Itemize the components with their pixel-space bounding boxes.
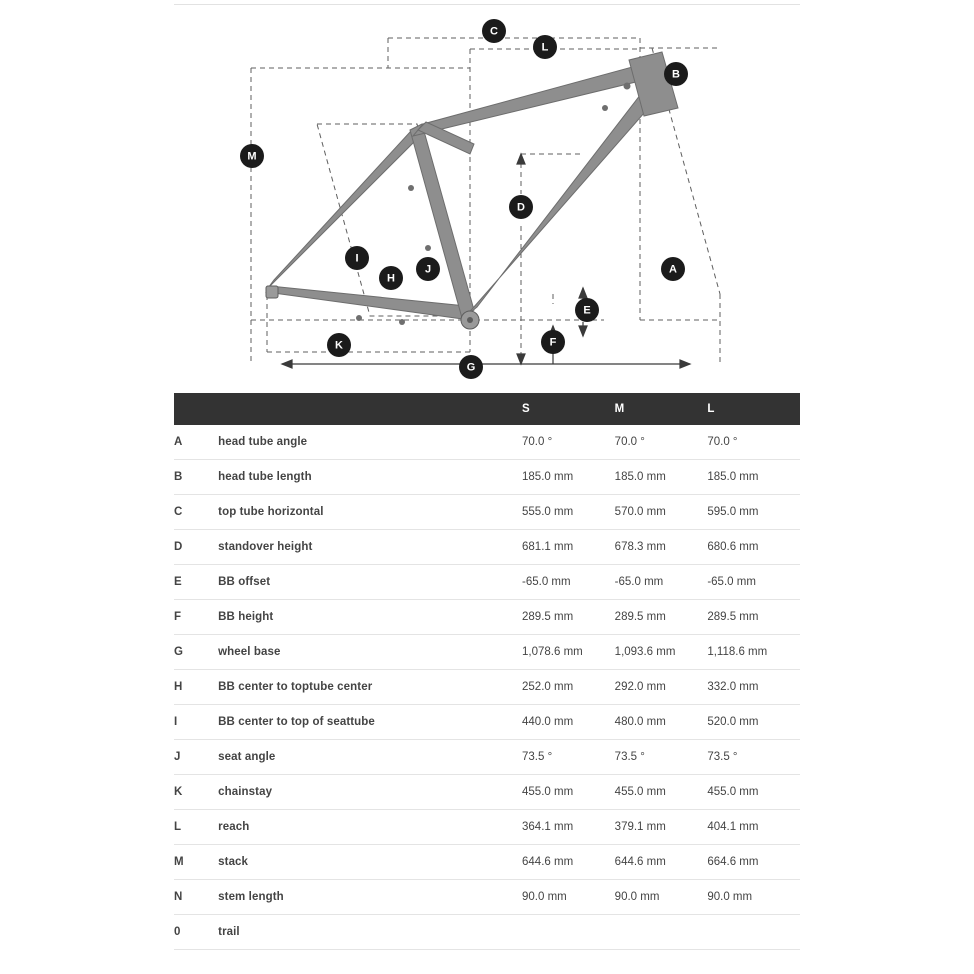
row-value-s: 644.6 mm — [522, 845, 615, 880]
chainstay-detail-2 — [399, 319, 405, 325]
row-value-s — [522, 915, 615, 950]
row-value-l: 70.0 ° — [707, 425, 800, 460]
table-row — [174, 670, 800, 705]
row-value-m: 570.0 mm — [615, 495, 708, 530]
callout-E-label: E — [583, 304, 591, 317]
table-row — [174, 565, 800, 600]
row-value-s: -65.0 mm — [522, 565, 615, 600]
table-row — [174, 775, 800, 810]
row-key: 0 — [174, 915, 218, 950]
callout-J — [416, 257, 440, 281]
row-name: seat angle — [218, 740, 522, 775]
row-value-s: 555.0 mm — [522, 495, 615, 530]
row-value-l: 455.0 mm — [707, 775, 800, 810]
row-value-l: 1,118.6 mm — [707, 635, 800, 670]
row-value-l: -65.0 mm — [707, 565, 800, 600]
row-name: stem length — [218, 880, 522, 915]
callout-E — [575, 298, 599, 322]
callout-A-label: A — [669, 263, 677, 276]
row-value-m: 185.0 mm — [615, 460, 708, 495]
row-name: wheel base — [218, 635, 522, 670]
callout-C — [482, 19, 506, 43]
row-value-l — [707, 915, 800, 950]
row-value-s: 289.5 mm — [522, 600, 615, 635]
bicycle-frame — [266, 52, 678, 320]
seatstay-tube — [268, 132, 418, 288]
callout-L-label: L — [541, 41, 549, 54]
row-name: standover height — [218, 530, 522, 565]
callout-B — [664, 62, 688, 86]
row-value-m: 73.5 ° — [615, 740, 708, 775]
header-key — [174, 393, 218, 425]
callout-K — [327, 333, 351, 357]
row-value-m: 1,093.6 mm — [615, 635, 708, 670]
spec-table-head — [174, 393, 800, 425]
header-measure — [218, 393, 522, 425]
row-key: K — [174, 775, 218, 810]
row-name: head tube length — [218, 460, 522, 495]
cable-stop-top — [624, 83, 631, 90]
row-key: L — [174, 810, 218, 845]
row-name: stack — [218, 845, 522, 880]
row-value-m: 455.0 mm — [615, 775, 708, 810]
row-key: G — [174, 635, 218, 670]
row-value-s: 364.1 mm — [522, 810, 615, 845]
table-row — [174, 530, 800, 565]
row-key: B — [174, 460, 218, 495]
top-tube — [413, 66, 644, 136]
callout-B-label: B — [672, 68, 680, 81]
table-row — [174, 810, 800, 845]
table-row — [174, 705, 800, 740]
table-row — [174, 845, 800, 880]
row-key: F — [174, 600, 218, 635]
row-value-m: 70.0 ° — [615, 425, 708, 460]
row-value-s: 252.0 mm — [522, 670, 615, 705]
spec-table-header-row — [174, 393, 800, 425]
row-key: N — [174, 880, 218, 915]
callout-D — [509, 195, 533, 219]
row-value-s: 1,078.6 mm — [522, 635, 615, 670]
callout-G — [459, 355, 483, 379]
row-value-m: -65.0 mm — [615, 565, 708, 600]
row-value-m: 678.3 mm — [615, 530, 708, 565]
down-tube — [466, 90, 652, 316]
callout-A — [661, 257, 685, 281]
callout-J-label: J — [424, 263, 432, 276]
callout-H-label: H — [387, 272, 395, 285]
table-row — [174, 425, 800, 460]
row-value-s: 681.1 mm — [522, 530, 615, 565]
table-row — [174, 740, 800, 775]
row-key: M — [174, 845, 218, 880]
row-value-l: 185.0 mm — [707, 460, 800, 495]
row-name: head tube angle — [218, 425, 522, 460]
row-value-l: 520.0 mm — [707, 705, 800, 740]
callout-D-label: D — [517, 201, 525, 214]
row-value-m — [615, 915, 708, 950]
row-value-l: 90.0 mm — [707, 880, 800, 915]
row-value-m: 289.5 mm — [615, 600, 708, 635]
spec-table-body — [174, 425, 800, 950]
row-value-l: 595.0 mm — [707, 495, 800, 530]
row-value-l: 289.5 mm — [707, 600, 800, 635]
row-value-l: 680.6 mm — [707, 530, 800, 565]
cable-stop-mid — [602, 105, 608, 111]
row-value-m: 379.1 mm — [615, 810, 708, 845]
table-row — [174, 635, 800, 670]
row-name: reach — [218, 810, 522, 845]
header-size-m: M — [615, 393, 708, 425]
row-value-l: 664.6 mm — [707, 845, 800, 880]
row-value-l: 73.5 ° — [707, 740, 800, 775]
callout-C-label: C — [490, 25, 498, 38]
callout-I — [345, 246, 369, 270]
row-key: A — [174, 425, 218, 460]
row-value-s: 73.5 ° — [522, 740, 615, 775]
row-value-l: 332.0 mm — [707, 670, 800, 705]
callout-I-label: I — [355, 252, 359, 265]
row-name: top tube horizontal — [218, 495, 522, 530]
row-name: chainstay — [218, 775, 522, 810]
row-value-s: 440.0 mm — [522, 705, 615, 740]
chainstay-detail — [356, 315, 362, 321]
row-name: BB offset — [218, 565, 522, 600]
row-value-s: 455.0 mm — [522, 775, 615, 810]
callout-H — [379, 266, 403, 290]
row-value-s: 185.0 mm — [522, 460, 615, 495]
row-value-s: 70.0 ° — [522, 425, 615, 460]
bike-geometry-diagram — [174, 4, 800, 392]
table-row — [174, 915, 800, 950]
geometry-spec-table — [174, 393, 800, 950]
row-name: BB center to top of seattube — [218, 705, 522, 740]
callout-K-label: K — [335, 339, 343, 352]
callout-M — [240, 144, 264, 168]
callout-G-label: G — [466, 361, 476, 374]
row-value-m: 90.0 mm — [615, 880, 708, 915]
row-key: I — [174, 705, 218, 740]
row-key: J — [174, 740, 218, 775]
bottle-boss-upper — [408, 185, 414, 191]
bb-center — [467, 317, 473, 323]
rear-dropout — [266, 286, 278, 298]
table-row — [174, 460, 800, 495]
bottle-boss-lower — [425, 245, 431, 251]
callout-L — [533, 35, 557, 59]
callout-F-label: F — [549, 336, 557, 349]
table-row — [174, 495, 800, 530]
table-row — [174, 880, 800, 915]
row-value-l: 404.1 mm — [707, 810, 800, 845]
callout-M-label: M — [247, 150, 257, 163]
row-value-m: 480.0 mm — [615, 705, 708, 740]
callout-F — [541, 330, 565, 354]
chainstay-tube — [266, 286, 470, 320]
row-value-s: 90.0 mm — [522, 880, 615, 915]
row-key: E — [174, 565, 218, 600]
header-size-s: S — [522, 393, 615, 425]
seat-tube — [410, 124, 474, 318]
row-name: BB center to toptube center — [218, 670, 522, 705]
row-key: D — [174, 530, 218, 565]
row-key: C — [174, 495, 218, 530]
row-name: BB height — [218, 600, 522, 635]
header-size-l: L — [707, 393, 800, 425]
row-value-m: 292.0 mm — [615, 670, 708, 705]
row-key: H — [174, 670, 218, 705]
row-name: trail — [218, 915, 522, 950]
row-value-m: 644.6 mm — [615, 845, 708, 880]
table-row — [174, 600, 800, 635]
